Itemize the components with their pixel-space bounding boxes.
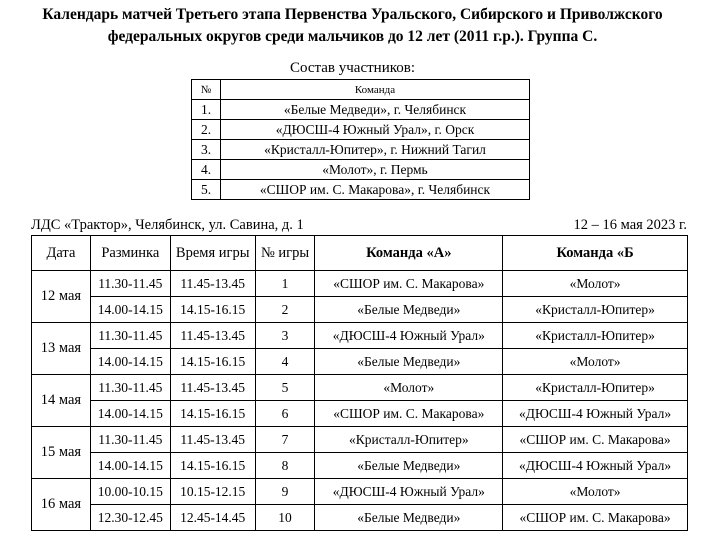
team-b: «Молот» [503,479,688,505]
participant-number: 5. [192,180,221,200]
schedule-row [32,479,688,505]
warmup-time: 10.00-10.15 [90,479,170,505]
game-number: 2 [255,297,315,323]
game-number: 10 [255,505,315,531]
match-date: 13 мая [32,323,91,375]
schedule-row [32,401,688,427]
game-number: 6 [255,401,315,427]
team-a: «СШОР им. С. Макарова» [315,271,503,297]
team-b: «СШОР им. С. Макарова» [503,505,688,531]
participant-number: 3. [192,140,221,160]
warmup-time: 12.30-12.45 [90,505,170,531]
team-a: «Кристалл-Юпитер» [315,427,503,453]
schedule-table [31,235,688,531]
schedule-row [32,297,688,323]
participants-col-num: № [192,80,221,100]
schedule-row [32,505,688,531]
participant-number: 4. [192,160,221,180]
participant-row [192,120,530,140]
team-a: «Белые Медведи» [315,349,503,375]
team-a: «ДЮСШ-4 Южный Урал» [315,479,503,505]
team-a: «Белые Медведи» [315,453,503,479]
warmup-time: 14.00-14.15 [90,453,170,479]
game-time: 14.15-16.15 [170,453,255,479]
schedule-row [32,323,688,349]
schedule-row [32,453,688,479]
game-time: 11.45-13.45 [170,427,255,453]
team-a: «СШОР им. С. Макарова» [315,401,503,427]
warmup-time: 11.30-11.45 [90,427,170,453]
team-b: «Кристалл-Юпитер» [503,297,688,323]
participants-caption: Состав участников: [289,60,415,76]
schedule-col-date: Дата [32,236,91,271]
game-time: 11.45-13.45 [170,375,255,401]
match-date: 12 мая [32,271,91,323]
participants-col-team: Команда [221,80,530,100]
warmup-time: 14.00-14.15 [90,349,170,375]
game-time: 12.45-14.45 [170,505,255,531]
team-b: «СШОР им. С. Макарова» [503,427,688,453]
schedule-row [32,427,688,453]
participant-team: «Молот», г. Пермь [221,160,530,180]
game-time: 10.15-12.15 [170,479,255,505]
game-number: 3 [255,323,315,349]
game-time: 11.45-13.45 [170,271,255,297]
schedule-col-team-b: Команда «Б [503,236,688,271]
game-number: 5 [255,375,315,401]
team-a: «ДЮСШ-4 Южный Урал» [315,323,503,349]
team-a: «Белые Медведи» [315,297,503,323]
schedule-header-row [32,236,688,271]
warmup-time: 11.30-11.45 [90,271,170,297]
tournament-dates: 12 – 16 мая 2023 г. [573,217,687,233]
game-number: 7 [255,427,315,453]
team-b: «ДЮСШ-4 Южный Урал» [503,453,688,479]
game-number: 9 [255,479,315,505]
game-number: 1 [255,271,315,297]
team-b: «ДЮСШ-4 Южный Урал» [503,401,688,427]
warmup-time: 14.00-14.15 [90,401,170,427]
schedule-col-team-a: Команда «А» [315,236,503,271]
schedule-row [32,349,688,375]
document-title [0,4,705,48]
game-time: 14.15-16.15 [170,401,255,427]
participant-row [192,180,530,200]
team-b: «Кристалл-Юпитер» [503,323,688,349]
game-number: 8 [255,453,315,479]
match-date: 14 мая [32,375,91,427]
warmup-time: 14.00-14.15 [90,297,170,323]
team-b: «Молот» [503,271,688,297]
participant-row [192,160,530,180]
game-time: 14.15-16.15 [170,349,255,375]
warmup-time: 11.30-11.45 [90,323,170,349]
game-time: 11.45-13.45 [170,323,255,349]
schedule-col-time: Время игры [170,236,255,271]
participant-team: «СШОР им. С. Макарова», г. Челябинск [221,180,530,200]
team-b: «Молот» [503,349,688,375]
title-line-2: федеральных округов среди мальчиков до 12 лет (2011 г.р.). Группа С. [107,28,598,45]
participant-team: «ДЮСШ-4 Южный Урал», г. Орск [221,120,530,140]
participants-header-row [192,80,530,100]
title-line-1: Календарь матчей Третьего этапа Первенства Уральского, Сибирского и Приволжского [42,6,663,23]
participant-row [192,100,530,120]
game-time: 14.15-16.15 [170,297,255,323]
schedule-col-game-number: № игры [255,236,315,271]
participant-number: 2. [192,120,221,140]
match-date: 15 мая [32,427,91,479]
team-a: «Белые Медведи» [315,505,503,531]
participant-row [192,140,530,160]
game-number: 4 [255,349,315,375]
schedule-row [32,375,688,401]
schedule-row [32,271,688,297]
warmup-time: 11.30-11.45 [90,375,170,401]
participant-team: «Кристалл-Юпитер», г. Нижний Тагил [221,140,530,160]
participants-table [191,79,530,200]
team-b: «Кристалл-Юпитер» [503,375,688,401]
team-a: «Молот» [315,375,503,401]
schedule-col-warmup: Разминка [90,236,170,271]
participant-team: «Белые Медведи», г. Челябинск [221,100,530,120]
participant-number: 1. [192,100,221,120]
match-date: 16 мая [32,479,91,531]
venue-address: ЛДС «Трактор», Челябинск, ул. Савина, д. 1 [31,217,304,233]
